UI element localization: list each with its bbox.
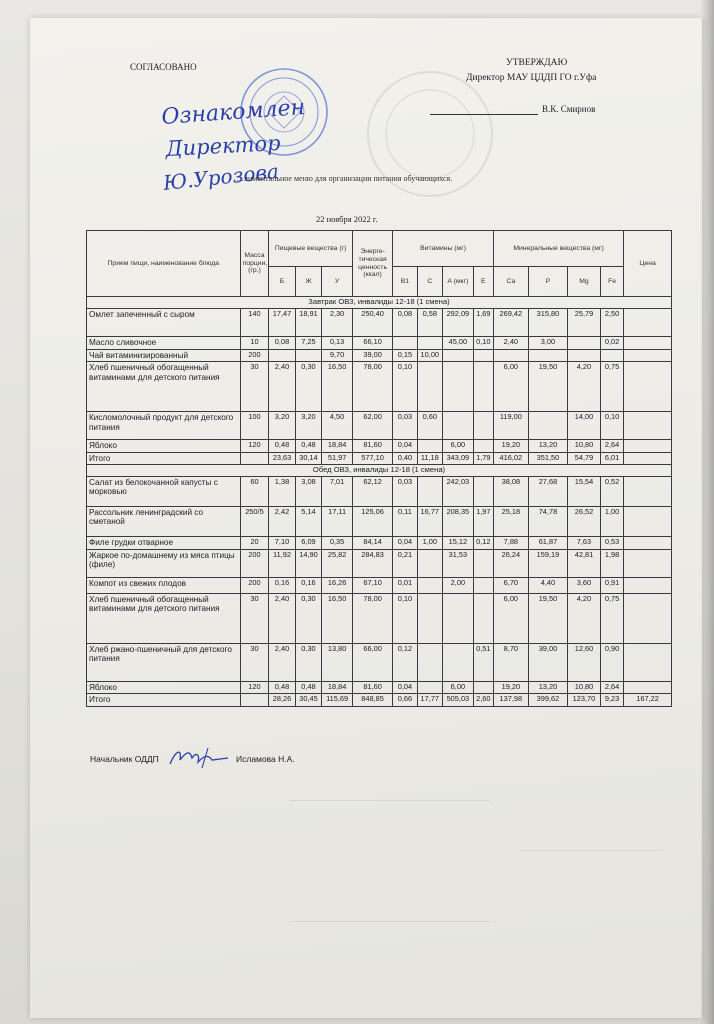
value-cell: 84,14 xyxy=(352,536,392,549)
value-cell xyxy=(473,476,493,506)
value-cell xyxy=(528,412,567,440)
value-cell: 30,14 xyxy=(295,452,321,464)
table-row xyxy=(87,536,672,549)
value-cell: 125,06 xyxy=(352,506,392,536)
value-cell: 0,48 xyxy=(295,440,321,452)
value-cell: 2,30 xyxy=(322,308,353,336)
value-cell: 62,12 xyxy=(352,476,392,506)
value-cell: 0,12 xyxy=(473,536,493,549)
value-cell: 0,16 xyxy=(269,577,295,593)
value-cell: 0,10 xyxy=(393,593,417,643)
page-edge-shadow xyxy=(700,0,714,1024)
subheader-b1: В1 xyxy=(393,267,417,297)
subheader-ca: Са xyxy=(493,267,528,297)
value-cell: 16,50 xyxy=(322,593,353,643)
menu-table-body xyxy=(87,297,672,707)
section-row xyxy=(87,464,672,476)
value-cell: 0,75 xyxy=(600,362,623,412)
value-cell xyxy=(417,577,442,593)
value-cell: 343,09 xyxy=(443,452,474,464)
value-cell: 140 xyxy=(240,308,269,336)
table-row xyxy=(87,349,672,361)
value-cell: 0,52 xyxy=(600,476,623,506)
value-cell xyxy=(624,549,672,577)
value-cell: 0,08 xyxy=(269,336,295,349)
table-row xyxy=(87,412,672,440)
value-cell: 11,92 xyxy=(269,549,295,577)
value-cell: 208,35 xyxy=(443,506,474,536)
section-row xyxy=(87,297,672,309)
value-cell: 13,80 xyxy=(322,643,353,681)
value-cell: 26,24 xyxy=(493,549,528,577)
value-cell xyxy=(624,412,672,440)
value-cell: 3,20 xyxy=(295,412,321,440)
value-cell: 351,50 xyxy=(528,452,567,464)
value-cell: 14,00 xyxy=(568,412,601,440)
value-cell: 1,97 xyxy=(473,506,493,536)
value-cell: 16,26 xyxy=(322,577,353,593)
bleed-through-block xyxy=(520,850,660,941)
value-cell: 3,20 xyxy=(269,412,295,440)
value-cell: 60 xyxy=(240,476,269,506)
subheader-a: А (мкг) xyxy=(443,267,474,297)
value-cell: 0,12 xyxy=(393,643,417,681)
chief-label: Начальник ОДДП xyxy=(90,754,159,764)
subheader-p: Р xyxy=(528,267,567,297)
header-minerals: Минеральные вещества (мг) xyxy=(493,231,623,267)
dish-name-cell: Масло сливочное xyxy=(87,336,241,349)
value-cell: 7,88 xyxy=(493,536,528,549)
value-cell: 0,15 xyxy=(393,349,417,361)
table-row xyxy=(87,681,672,693)
value-cell: 1,38 xyxy=(269,476,295,506)
value-cell: 242,03 xyxy=(443,476,474,506)
value-cell: 3,08 xyxy=(295,476,321,506)
value-cell xyxy=(473,681,493,693)
value-cell xyxy=(600,349,623,361)
value-cell xyxy=(417,643,442,681)
value-cell: 0,58 xyxy=(417,308,442,336)
subheader-b: Б xyxy=(269,267,295,297)
subheader-e: Е xyxy=(473,267,493,297)
value-cell: 19,50 xyxy=(528,593,567,643)
value-cell: 30 xyxy=(240,593,269,643)
value-cell: 19,50 xyxy=(528,362,567,412)
value-cell: 1,98 xyxy=(600,549,623,577)
value-cell: 0,53 xyxy=(600,536,623,549)
dish-name-cell: Хлеб ржано-пшеничный для детского питания xyxy=(87,643,241,681)
value-cell: 2,42 xyxy=(269,506,295,536)
value-cell: 0,03 xyxy=(393,476,417,506)
subheader-c: С xyxy=(417,267,442,297)
value-cell xyxy=(417,593,442,643)
dish-name-cell: Салат из белокочанной капусты с морковью xyxy=(87,476,241,506)
value-cell: 2,64 xyxy=(600,681,623,693)
value-cell xyxy=(269,349,295,361)
table-row xyxy=(87,336,672,349)
table-row xyxy=(87,440,672,452)
dish-name-cell: Омлет запеченный с сыром xyxy=(87,308,241,336)
value-cell: 2,64 xyxy=(600,440,623,452)
dish-name-cell: Хлеб пшеничный обогащенный витаминами для детского питания xyxy=(87,593,241,643)
value-cell: 0,75 xyxy=(600,593,623,643)
value-cell: 0,66 xyxy=(393,694,417,706)
value-cell: 23,63 xyxy=(269,452,295,464)
value-cell: 100 xyxy=(240,412,269,440)
header-mass: Масса порции, (гр.) xyxy=(240,231,269,297)
value-cell: 4,50 xyxy=(322,412,353,440)
svg-text:Директор: Директор xyxy=(165,131,282,161)
table-row xyxy=(87,593,672,643)
value-cell: 848,85 xyxy=(352,694,392,706)
value-cell: 0,90 xyxy=(600,643,623,681)
value-cell: 10,80 xyxy=(568,681,601,693)
value-cell: 45,00 xyxy=(443,336,474,349)
value-cell: 269,42 xyxy=(493,308,528,336)
value-cell xyxy=(624,536,672,549)
value-cell: 0,04 xyxy=(393,536,417,549)
value-cell: 18,84 xyxy=(322,440,353,452)
value-cell: 17,47 xyxy=(269,308,295,336)
value-cell: 16,77 xyxy=(417,506,442,536)
table-row xyxy=(87,476,672,506)
dish-name-cell: Чай витаминизированный xyxy=(87,349,241,361)
dish-name-cell: Рассольник ленинградский со сметаной xyxy=(87,506,241,536)
value-cell: 7,01 xyxy=(322,476,353,506)
value-cell xyxy=(473,362,493,412)
subheader-u: У xyxy=(322,267,353,297)
value-cell: 10,00 xyxy=(417,349,442,361)
menu-date: 22 ноября 2022 г. xyxy=(316,214,378,224)
value-cell: 120 xyxy=(240,681,269,693)
value-cell xyxy=(624,681,672,693)
value-cell: 3,00 xyxy=(528,336,567,349)
value-cell: 0,10 xyxy=(473,336,493,349)
value-cell xyxy=(473,549,493,577)
chief-name: Исламова Н.А. xyxy=(236,754,295,764)
value-cell: 1,69 xyxy=(473,308,493,336)
value-cell: 39,00 xyxy=(528,643,567,681)
value-cell: 292,09 xyxy=(443,308,474,336)
value-cell xyxy=(493,349,528,361)
svg-text:Ю.Урозова: Ю.Урозова xyxy=(162,158,280,195)
value-cell: 0,30 xyxy=(295,362,321,412)
section-title: Завтрак ОВЗ, инвалиды 12-18 (1 смена) xyxy=(87,297,672,309)
value-cell: 25,79 xyxy=(568,308,601,336)
value-cell: 2,40 xyxy=(269,643,295,681)
value-cell xyxy=(568,336,601,349)
value-cell: 0,30 xyxy=(295,593,321,643)
value-cell: 39,00 xyxy=(352,349,392,361)
table-row xyxy=(87,362,672,412)
value-cell xyxy=(624,440,672,452)
value-cell: 0,13 xyxy=(322,336,353,349)
value-cell: 78,00 xyxy=(352,362,392,412)
value-cell: 10,80 xyxy=(568,440,601,452)
value-cell: 38,08 xyxy=(493,476,528,506)
value-cell: 0,48 xyxy=(269,440,295,452)
value-cell xyxy=(393,336,417,349)
handwritten-acknowledgement xyxy=(158,94,308,204)
dish-name-cell: Компот из свежих плодов xyxy=(87,577,241,593)
dish-name-cell: Филе грудки отварное xyxy=(87,536,241,549)
value-cell: 4,40 xyxy=(528,577,567,593)
dish-name-cell: Кисломолочный продукт для детского питания xyxy=(87,412,241,440)
value-cell: 11,18 xyxy=(417,452,442,464)
value-cell: 0,16 xyxy=(295,577,321,593)
value-cell: 137,98 xyxy=(493,694,528,706)
value-cell: 81,60 xyxy=(352,681,392,693)
value-cell: 12,60 xyxy=(568,643,601,681)
value-cell: 13,20 xyxy=(528,440,567,452)
value-cell: 15,54 xyxy=(568,476,601,506)
menu-table xyxy=(86,230,672,707)
value-cell: 30 xyxy=(240,643,269,681)
total-row xyxy=(87,694,672,706)
value-cell: 0,48 xyxy=(269,681,295,693)
value-cell: 0,10 xyxy=(600,412,623,440)
value-cell xyxy=(624,506,672,536)
value-cell: 416,02 xyxy=(493,452,528,464)
dish-name-cell: Жаркое по-домашнему из мяса птицы (филе) xyxy=(87,549,241,577)
value-cell: 0,04 xyxy=(393,440,417,452)
value-cell xyxy=(417,549,442,577)
table-row xyxy=(87,308,672,336)
agreed-label: СОГЛАСОВАНО xyxy=(130,62,197,72)
dish-name-cell: Яблоко xyxy=(87,681,241,693)
value-cell: 6,01 xyxy=(600,452,623,464)
value-cell xyxy=(417,440,442,452)
value-cell: 7,63 xyxy=(568,536,601,549)
value-cell: 27,68 xyxy=(528,476,567,506)
value-cell xyxy=(568,349,601,361)
value-cell: 0,02 xyxy=(600,336,623,349)
value-cell: 67,10 xyxy=(352,577,392,593)
value-cell xyxy=(528,349,567,361)
header-energy: Энерге-тическая ценность (ккал) xyxy=(352,231,392,297)
value-cell xyxy=(473,440,493,452)
value-cell: 26,52 xyxy=(568,506,601,536)
value-cell xyxy=(417,362,442,412)
value-cell: 0,11 xyxy=(393,506,417,536)
value-cell xyxy=(624,308,672,336)
dish-name-cell: Яблоко xyxy=(87,440,241,452)
value-cell: 6,00 xyxy=(493,362,528,412)
value-cell: 19,20 xyxy=(493,440,528,452)
dish-name-cell: Итого xyxy=(87,694,241,706)
value-cell: 159,19 xyxy=(528,549,567,577)
table-row xyxy=(87,506,672,536)
dish-name-cell: Итого xyxy=(87,452,241,464)
value-cell: 0,35 xyxy=(322,536,353,549)
value-cell: 66,10 xyxy=(352,336,392,349)
section-title: Обед ОВЗ, инвалиды 12-18 (1 смена) xyxy=(87,464,672,476)
value-cell: 0,03 xyxy=(393,412,417,440)
value-cell xyxy=(240,694,269,706)
value-cell: 19,20 xyxy=(493,681,528,693)
subheader-mg: Mg xyxy=(568,267,601,297)
value-cell xyxy=(473,349,493,361)
value-cell: 1,00 xyxy=(417,536,442,549)
value-cell: 0,10 xyxy=(393,362,417,412)
value-cell: 0,30 xyxy=(295,643,321,681)
value-cell: 9,23 xyxy=(600,694,623,706)
value-cell: 577,10 xyxy=(352,452,392,464)
value-cell: 123,70 xyxy=(568,694,601,706)
value-cell xyxy=(624,476,672,506)
value-cell: 10 xyxy=(240,336,269,349)
value-cell: 0,01 xyxy=(393,577,417,593)
approve-signer: В.К. Смирнов xyxy=(542,104,596,114)
value-cell xyxy=(443,593,474,643)
chief-signature xyxy=(168,744,230,770)
value-cell: 17,11 xyxy=(322,506,353,536)
value-cell: 6,00 xyxy=(443,440,474,452)
value-cell xyxy=(473,593,493,643)
value-cell xyxy=(624,349,672,361)
svg-text:Ознакомлен: Ознакомлен xyxy=(160,95,306,130)
value-cell xyxy=(417,336,442,349)
value-cell: 14,90 xyxy=(295,549,321,577)
value-cell: 42,81 xyxy=(568,549,601,577)
value-cell: 30 xyxy=(240,362,269,412)
value-cell: 15,12 xyxy=(443,536,474,549)
bleed-through-block xyxy=(290,800,490,922)
value-cell: 167,22 xyxy=(624,694,672,706)
header-meal: Прием пищи, наименование блюда xyxy=(87,231,241,297)
value-cell: 0,08 xyxy=(393,308,417,336)
value-cell: 0,91 xyxy=(600,577,623,593)
value-cell: 6,00 xyxy=(443,681,474,693)
header-price: Цена xyxy=(624,231,672,297)
value-cell: 81,60 xyxy=(352,440,392,452)
value-cell: 17,77 xyxy=(417,694,442,706)
value-cell: 4,20 xyxy=(568,362,601,412)
value-cell: 0,51 xyxy=(473,643,493,681)
value-cell: 61,87 xyxy=(528,536,567,549)
value-cell: 6,09 xyxy=(295,536,321,549)
value-cell xyxy=(624,362,672,412)
value-cell: 0,48 xyxy=(295,681,321,693)
value-cell xyxy=(443,643,474,681)
approve-org: Директор МАУ ЦДДП ГО г.Уфа xyxy=(466,73,597,83)
value-cell xyxy=(473,412,493,440)
header-nutrients: Пищевые вещества (г) xyxy=(269,231,353,267)
value-cell: 74,78 xyxy=(528,506,567,536)
value-cell: 120 xyxy=(240,440,269,452)
value-cell: 2,50 xyxy=(600,308,623,336)
value-cell: 315,80 xyxy=(528,308,567,336)
value-cell: 54,79 xyxy=(568,452,601,464)
table-row xyxy=(87,549,672,577)
header-vitamins: Витамины (мг) xyxy=(393,231,494,267)
value-cell: 1,00 xyxy=(600,506,623,536)
value-cell xyxy=(624,452,672,464)
dish-name-cell: Хлеб пшеничный обогащенный витаминами для детского питания xyxy=(87,362,241,412)
value-cell: 30,45 xyxy=(295,694,321,706)
value-cell: 66,00 xyxy=(352,643,392,681)
value-cell xyxy=(624,593,672,643)
table-row xyxy=(87,577,672,593)
value-cell: 6,00 xyxy=(493,593,528,643)
value-cell: 0,40 xyxy=(393,452,417,464)
value-cell: 2,60 xyxy=(473,694,493,706)
value-cell: 62,00 xyxy=(352,412,392,440)
subheader-zh: Ж xyxy=(295,267,321,297)
value-cell xyxy=(417,681,442,693)
value-cell: 31,53 xyxy=(443,549,474,577)
value-cell: 9,70 xyxy=(322,349,353,361)
value-cell xyxy=(295,349,321,361)
value-cell xyxy=(443,349,474,361)
value-cell: 505,03 xyxy=(443,694,474,706)
value-cell: 2,00 xyxy=(443,577,474,593)
value-cell: 1,79 xyxy=(473,452,493,464)
value-cell: 16,50 xyxy=(322,362,353,412)
value-cell: 8,70 xyxy=(493,643,528,681)
value-cell xyxy=(624,336,672,349)
faint-stamp-seal xyxy=(360,64,500,204)
approve-title: УТВЕРЖДАЮ xyxy=(506,58,568,68)
subheader-fe: Fe xyxy=(600,267,623,297)
value-cell: 20 xyxy=(240,536,269,549)
value-cell: 250/5 xyxy=(240,506,269,536)
value-cell: 78,00 xyxy=(352,593,392,643)
value-cell xyxy=(624,577,672,593)
value-cell: 18,84 xyxy=(322,681,353,693)
total-row xyxy=(87,452,672,464)
value-cell: 2,40 xyxy=(269,362,295,412)
value-cell: 2,40 xyxy=(269,593,295,643)
value-cell: 200 xyxy=(240,549,269,577)
value-cell: 5,14 xyxy=(295,506,321,536)
value-cell: 399,62 xyxy=(528,694,567,706)
value-cell: 4,20 xyxy=(568,593,601,643)
value-cell: 25,18 xyxy=(493,506,528,536)
value-cell: 2,40 xyxy=(493,336,528,349)
value-cell: 200 xyxy=(240,577,269,593)
value-cell xyxy=(443,362,474,412)
table-row xyxy=(87,643,672,681)
value-cell: 18,91 xyxy=(295,308,321,336)
value-cell: 0,60 xyxy=(417,412,442,440)
value-cell: 13,20 xyxy=(528,681,567,693)
value-cell: 28,26 xyxy=(269,694,295,706)
value-cell: 7,25 xyxy=(295,336,321,349)
value-cell: 250,40 xyxy=(352,308,392,336)
value-cell xyxy=(443,412,474,440)
value-cell xyxy=(240,452,269,464)
value-cell xyxy=(473,577,493,593)
value-cell: 284,83 xyxy=(352,549,392,577)
value-cell: 25,82 xyxy=(322,549,353,577)
value-cell: 51,97 xyxy=(322,452,353,464)
value-cell: 3,60 xyxy=(568,577,601,593)
value-cell: 119,00 xyxy=(493,412,528,440)
value-cell: 6,70 xyxy=(493,577,528,593)
value-cell: 0,21 xyxy=(393,549,417,577)
value-cell: 7,10 xyxy=(269,536,295,549)
value-cell: 200 xyxy=(240,349,269,361)
value-cell: 115,69 xyxy=(322,694,353,706)
value-cell: 0,04 xyxy=(393,681,417,693)
value-cell xyxy=(417,476,442,506)
value-cell xyxy=(624,643,672,681)
menu-title: …лиментальное меню для организации питания обучающихся. xyxy=(236,174,453,183)
